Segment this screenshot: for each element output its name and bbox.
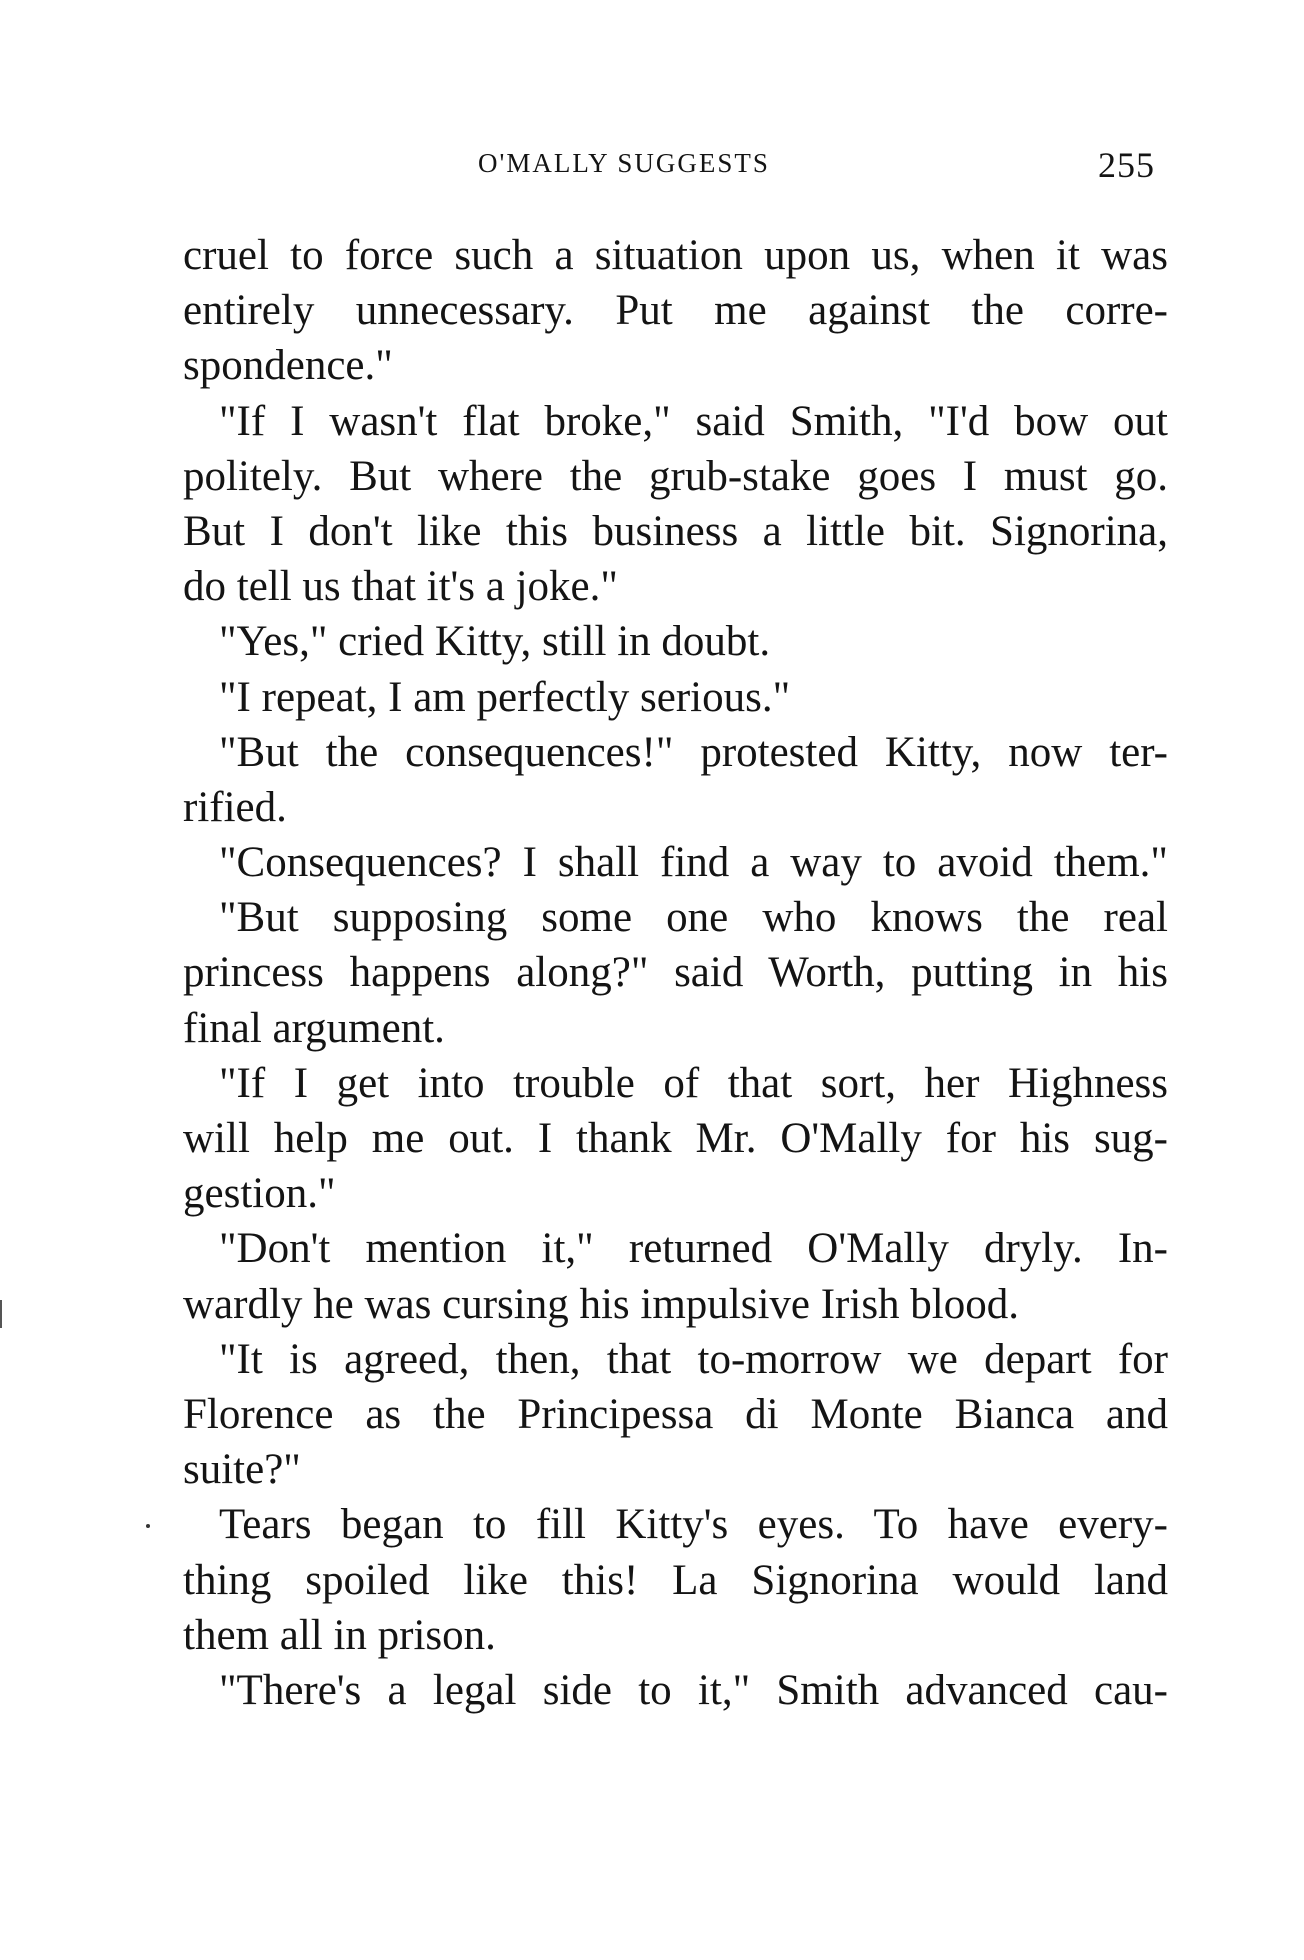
text-line: "If I get into trouble of that sort, her Highness bbox=[219, 1059, 1168, 1107]
text-line: rified. bbox=[183, 783, 287, 831]
text-line: But I don't like this business a little bit. Signorina, bbox=[183, 507, 1168, 555]
text-line: "But the consequences!" protested Kitty, now ter- bbox=[219, 728, 1168, 776]
text-line: do tell us that it's a joke." bbox=[183, 563, 618, 611]
text-line: final argument. bbox=[183, 1004, 445, 1052]
text-line: them all in prison. bbox=[183, 1611, 496, 1659]
text-line: princess happens along?" said Worth, putting in his bbox=[183, 949, 1168, 997]
text-line: thing spoiled like this! La Signorina would land bbox=[183, 1556, 1168, 1604]
print-speck bbox=[146, 1524, 150, 1528]
text-line: gestion." bbox=[183, 1170, 336, 1218]
text-line: "But supposing some one who knows the real bbox=[219, 894, 1168, 942]
text-line: "Don't mention it," returned O'Mally dryly. In- bbox=[219, 1225, 1168, 1273]
running-head bbox=[0, 145, 1304, 188]
text-line: wardly he was cursing his impulsive Irish blood. bbox=[183, 1280, 1020, 1328]
text-line: entirely unnecessary. Put me against the corre- bbox=[183, 287, 1168, 335]
page-number: 255 bbox=[1098, 145, 1155, 185]
text-line: "There's a legal side to it," Smith advanced cau- bbox=[219, 1666, 1168, 1714]
text-line: "It is agreed, then, that to-morrow we depart for bbox=[219, 1335, 1168, 1383]
text-line: Tears began to fill Kitty's eyes. To have every- bbox=[219, 1501, 1168, 1549]
text-line: cruel to force such a situation upon us, when it was bbox=[183, 232, 1168, 279]
text-line: spondence." bbox=[183, 342, 393, 390]
text-line: will help me out. I thank Mr. O'Mally for his sug- bbox=[183, 1115, 1168, 1162]
text-line: suite?" bbox=[183, 1446, 301, 1494]
text-line: Florence as the Principessa di Monte Bianca and bbox=[183, 1390, 1168, 1438]
text-line: "If I wasn't flat broke," said Smith, "I'd bow out bbox=[219, 397, 1168, 445]
text-line: politely. But where the grub-stake goes I must go. bbox=[183, 452, 1168, 500]
running-title: O'MALLY SUGGESTS bbox=[478, 148, 770, 178]
body-text bbox=[183, 228, 1168, 1718]
text-line: "Yes," cried Kitty, still in doubt. bbox=[219, 618, 771, 666]
margin-mark bbox=[0, 1300, 2, 1328]
text-line: "I repeat, I am perfectly serious." bbox=[219, 673, 791, 721]
text-line: "Consequences? I shall find a way to avoid them." bbox=[219, 839, 1168, 887]
